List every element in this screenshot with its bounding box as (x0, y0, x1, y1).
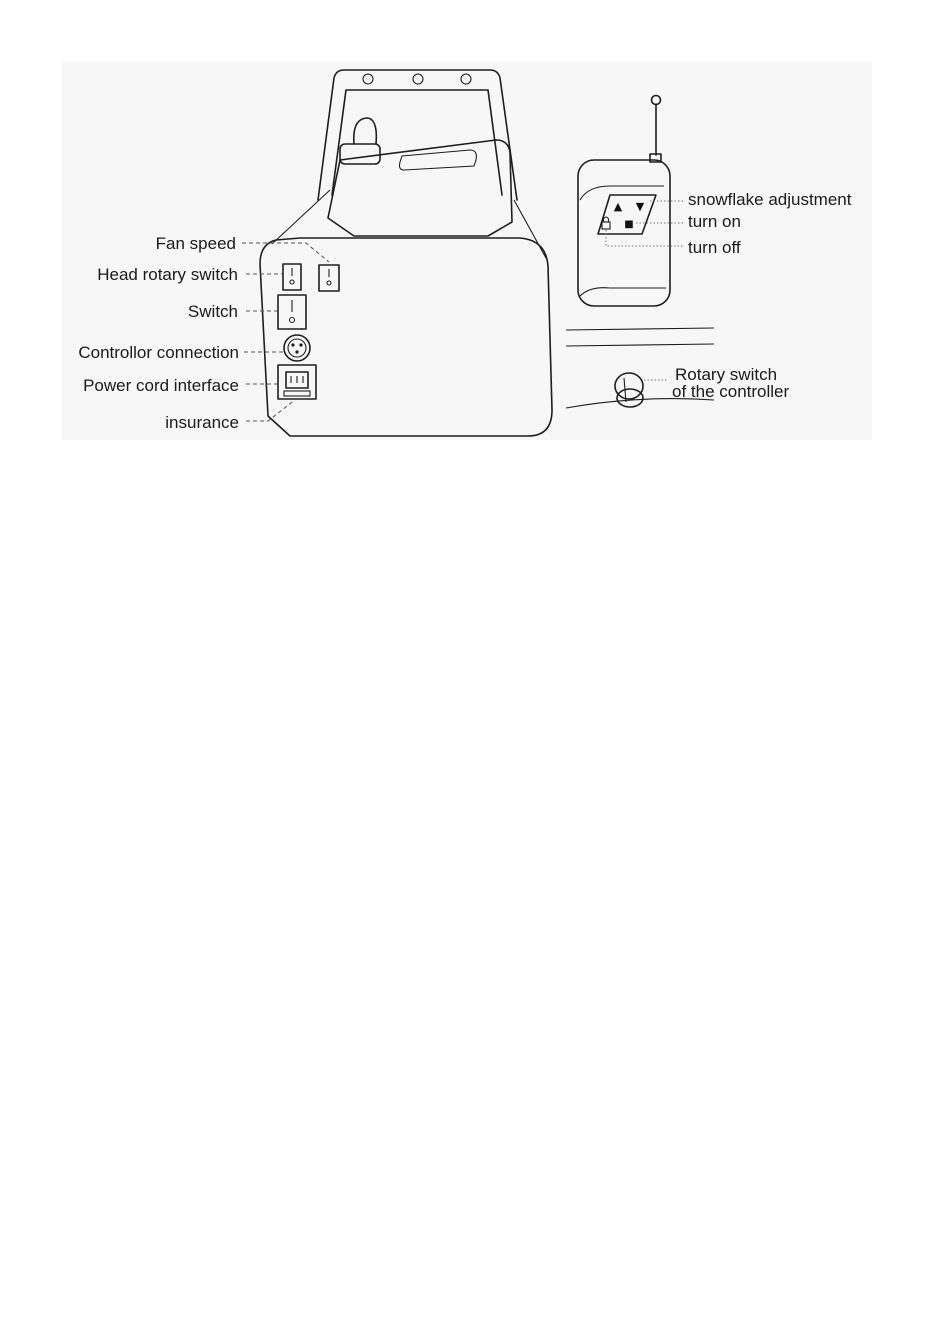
up-arrow-icon: ▲ (613, 200, 623, 213)
label-controllor-connection: Controllor connection (78, 343, 239, 362)
label-rotary-switch: Rotary switch (675, 365, 778, 384)
label-power-cord-interface: Power cord interface (83, 376, 239, 395)
label-head-rotary-switch: Head rotary switch (97, 265, 238, 284)
label-rotary-switch-controller: of the controller (672, 382, 790, 401)
connector-pin (299, 343, 302, 346)
down-arrow-icon: ▼ (635, 200, 645, 213)
label-fan-speed: Fan speed (155, 234, 236, 253)
label-switch: Switch (187, 302, 238, 321)
label-turn-off: turn off (688, 238, 741, 257)
connector-pin (295, 350, 298, 353)
stop-square-icon: ■ (624, 219, 634, 230)
label-snowflake-adjustment: snowflake adjustment (688, 190, 852, 209)
connector-pin (291, 343, 294, 346)
label-insurance: insurance (165, 413, 239, 432)
label-turn-on: turn on (688, 212, 741, 231)
